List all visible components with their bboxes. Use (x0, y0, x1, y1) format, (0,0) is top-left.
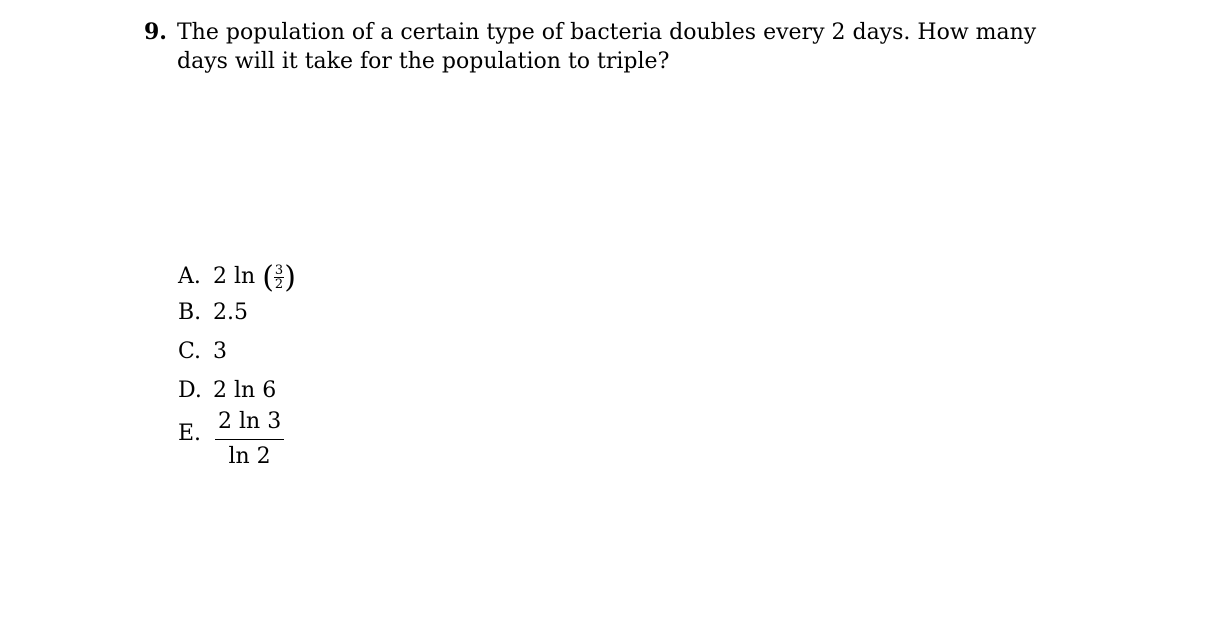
choice-letter: A. (178, 264, 201, 289)
choice-a[interactable] (178, 260, 296, 295)
choice-value: 2.5 (213, 300, 248, 325)
choice-math: 2 ln ( $\frac{3}{2}$ ) (213, 260, 296, 295)
choice-d[interactable] (178, 378, 276, 403)
question-number: 9. (144, 19, 167, 45)
choice-e[interactable] (178, 409, 282, 469)
choice-b[interactable] (178, 300, 248, 325)
choice-value: 3 (213, 339, 227, 364)
choice-coefficient: 2 ln (213, 264, 256, 289)
question (144, 18, 1094, 76)
small-fraction (274, 264, 284, 291)
fraction-denominator: ln 2 (228, 444, 271, 469)
choice-letter: B. (178, 300, 202, 325)
question-text: The population of a certain type of bacteria doubles every 2 days. How many days will it take for the population to triple? (177, 20, 1037, 74)
choice-c[interactable] (178, 339, 227, 364)
choice-letter: E. (178, 421, 202, 446)
fraction-denominator: 2 (274, 276, 284, 292)
fraction-numerator: 3 (274, 262, 284, 278)
choice-value: 2 ln 6 (213, 378, 277, 403)
choice-letter: D. (178, 378, 202, 403)
fraction (215, 408, 284, 471)
choice-letter: C. (178, 339, 202, 364)
fraction-numerator: 2 ln 3 (215, 408, 284, 440)
